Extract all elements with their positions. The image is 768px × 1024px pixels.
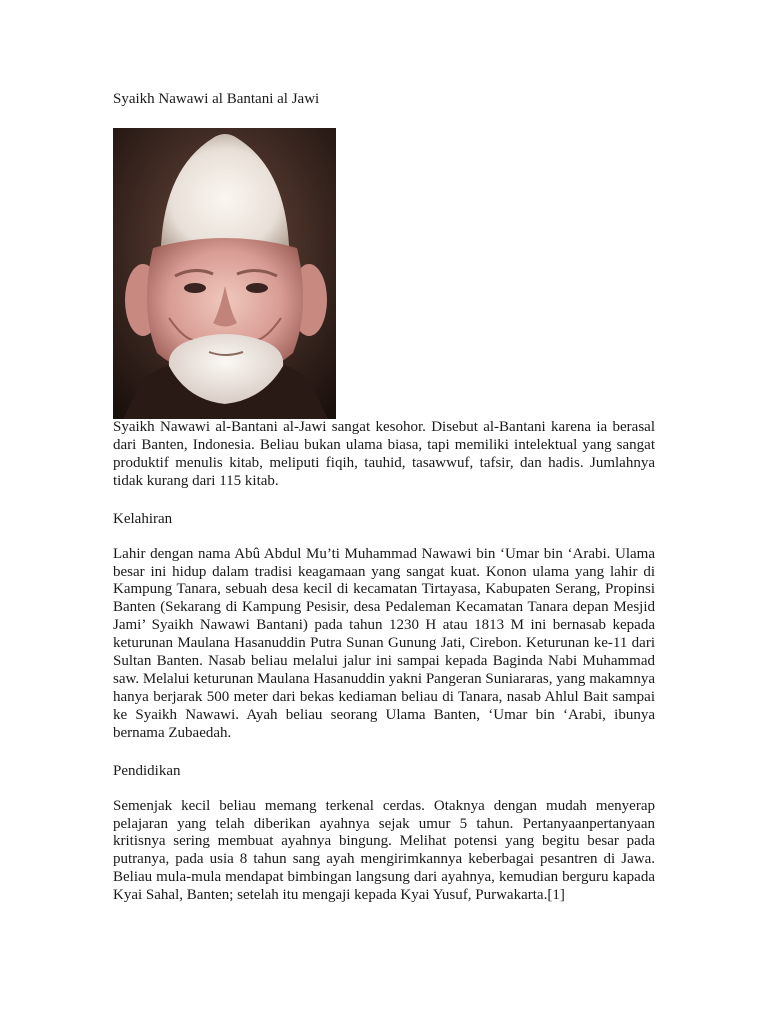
document-page — [113, 90, 655, 905]
intro-paragraph: Syaikh Nawawi al-Bantani al-Jawi sangat kesohor. Disebut al-Bantani karena ia berasal dari Banten, Indonesia. Beliau bukan ulama biasa, tapi memiliki intelektual yang sangat produktif menulis kitab, meliputi fiqih, tauhid, tasawwuf, tafsir, dan hadis. Jumlahnya tidak kurang dari 115 kitab. — [113, 419, 655, 489]
section-heading-kelahiran: Kelahiran — [113, 510, 173, 527]
section-heading-pendidikan: Pendidikan — [113, 762, 181, 779]
document-title: Syaikh Nawawi al Bantani al Jawi — [113, 91, 320, 107]
section-body-kelahiran: Lahir dengan nama Abû Abdul Mu’ti Muhammad Nawawi bin ‘Umar bin ‘Arabi. Ulama besar ini hidup dalam tradisi keagamaan yang sangat kuat. Konon ulama yang lahir di Kampung Tanara, sebuah desa kecil di kecamatan Tirtayasa, Kabupaten Serang, Propinsi Banten (Sekarang di Kampung Pesisir, desa Pedaleman Kecamatan Tanara depan Mesjid Jami’ Syaikh Nawawi Bantani) pada tahun 1230 H atau 1813 M ini bernasab kepada keturunan Maulana Hasanuddin Putra Sunan Gunung Jati, Cirebon. Keturunan ke-11 dari Sultan Banten. Nasab beliau melalui jalur ini sampai kepada Baginda Nabi Muhammad saw. Melalui keturunan Maulana Hasanuddin yakni Pangeran Suniararas, yang makamnya hanya berjarak 500 meter dari bekas kediaman beliau di Tanara, nasab Ahlul Bait sampai ke Syaikh Nawawi. Ayah beliau seorang Ulama Banten, ‘Umar bin ‘Arabi, ibunya bernama Zubaedah. — [113, 545, 655, 741]
portrait-photo — [113, 128, 336, 419]
section-body-pendidikan: Semenjak kecil beliau memang terkenal cerdas. Otaknya dengan mudah menyerap pelajaran yang telah diberikan ayahnya sejak umur 5 tahun. Pertanyaanpertanyaan kritisnya sering membuat ayahnya bingung. Melihat potensi yang begitu besar pada putranya, pada usia 8 tahun sang ayah mengirimkannya keberbagai pesantren di Jawa. Beliau mula-mula mendapat bimbingan langsung dari ayahnya, kemudian berguru kapada Kyai Sahal, Banten; setelah itu mengaji kepada Kyai Yusuf, Purwakarta.[1] — [113, 797, 655, 904]
